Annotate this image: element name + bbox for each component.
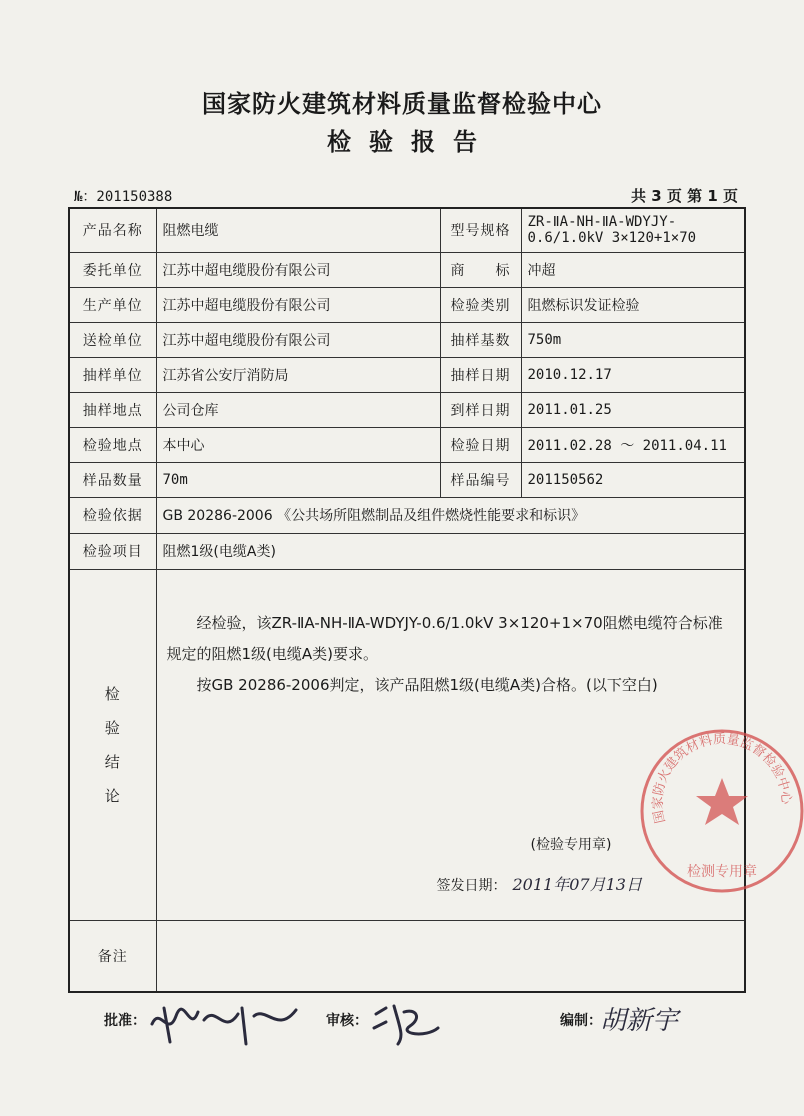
manufacturer-label: 生产单位 [69,287,156,322]
model-spec-line1: ZR-ⅡA-NH-ⅡA-WDYJY- [527,214,677,231]
sampling-unit-label: 抽样单位 [69,357,156,392]
arrival-date-value: 2011.01.25 [521,392,745,427]
conclusion-char-2: 验 [104,718,121,737]
approve-label: 批准： [104,1013,146,1029]
sample-qty-label: 样品数量 [69,462,156,497]
test-place-label: 检验地点 [69,427,156,462]
test-type-label: 检验类别 [440,287,521,322]
sampling-date-value: 2010.12.17 [521,357,745,392]
sample-base-value: 750m [521,322,745,357]
basis-value: GB 20286-2006 《公共场所阻燃制品及组件燃烧性能要求和标识》 [156,497,745,533]
conclusion-body [156,569,793,920]
model-spec-line2: 0.6/1.0kV 3×120+1×70 [527,230,697,247]
product-name-value: 阻燃电缆 [156,208,440,252]
conclusion-label [69,569,156,920]
basis-label: 检验依据 [69,497,156,533]
official-seal-icon [637,726,804,896]
compiler-signature: 胡新宇 [600,1006,679,1036]
page-info: 共 3 页 第 1 页 [631,187,738,205]
sample-no-value: 201150562 [521,462,745,497]
model-spec-label: 型号规格 [440,208,521,252]
conclusion-char-1: 检 [104,684,121,703]
seal-bottom-text: 检测专用章 [686,863,757,880]
conclusion-para-1: 经检验，该ZR-ⅡA-NH-ⅡA-WDYJY-0.6/1.0kV 3×120+1×70阻燃电缆符合标准规定的阻燃1级(电缆A类)要求。 [166,613,723,663]
submitter-value: 江苏中超电缆股份有限公司 [156,322,440,357]
trademark-value: 冲超 [521,252,745,287]
sampling-unit-value: 江苏省公安厅消防局 [156,357,440,392]
remarks-label: 备注 [69,920,156,992]
arrival-date-label: 到样日期 [440,392,521,427]
conclusion-text [167,608,735,701]
submitter-label: 送检单位 [69,322,156,357]
reviewer-signature-icon [370,998,444,1048]
report-table [68,207,793,993]
report-number: №：201150388 [74,189,173,205]
remarks-value [156,920,745,992]
compile-label: 编制： [560,1013,602,1029]
client-value: 江苏中超电缆股份有限公司 [156,252,440,287]
model-spec-value [521,208,745,252]
org-title: 国家防火建筑材料质量监督检验中心 [202,90,602,118]
sample-no-label: 样品编号 [440,462,521,497]
sampling-date-label: 抽样日期 [440,357,521,392]
sample-base-label: 抽样基数 [440,322,521,357]
doc-title: 检验报告 [327,128,495,156]
approver-signature-icon [146,994,306,1050]
test-date-label: 检验日期 [440,427,521,462]
sample-qty-value: 70m [156,462,440,497]
conclusion-char-3: 结 [104,752,121,771]
conclusion-para-2: 按GB 20286-2006判定，该产品阻燃1级(电缆A类)合格。(以下空白) [196,675,658,694]
sampling-place-value: 公司仓库 [156,392,440,427]
stamp-label: (检验专用章) [530,836,612,853]
trademark-label: 商 标 [440,252,521,287]
test-date-value: 2011.02.28 ～ 2011.04.11 [521,427,745,462]
test-place-value: 本中心 [156,427,440,462]
conclusion-char-4: 论 [104,786,121,805]
test-type-value: 阻燃标识发证检验 [521,287,745,322]
client-label: 委托单位 [69,252,156,287]
sign-date-label: 签发日期： [436,877,507,894]
seal-ring-text: 国家防火建筑材料质量监督检验中心 [650,731,793,825]
sampling-place-label: 抽样地点 [69,392,156,427]
sign-date-value: 2011年07月13日 [512,874,642,894]
items-label: 检验项目 [69,533,156,569]
manufacturer-value: 江苏中超电缆股份有限公司 [156,287,440,322]
review-label: 审核： [326,1013,368,1029]
product-name-label: 产品名称 [69,208,156,252]
sign-date [437,872,642,895]
items-value: 阻燃1级(电缆A类) [156,533,745,569]
